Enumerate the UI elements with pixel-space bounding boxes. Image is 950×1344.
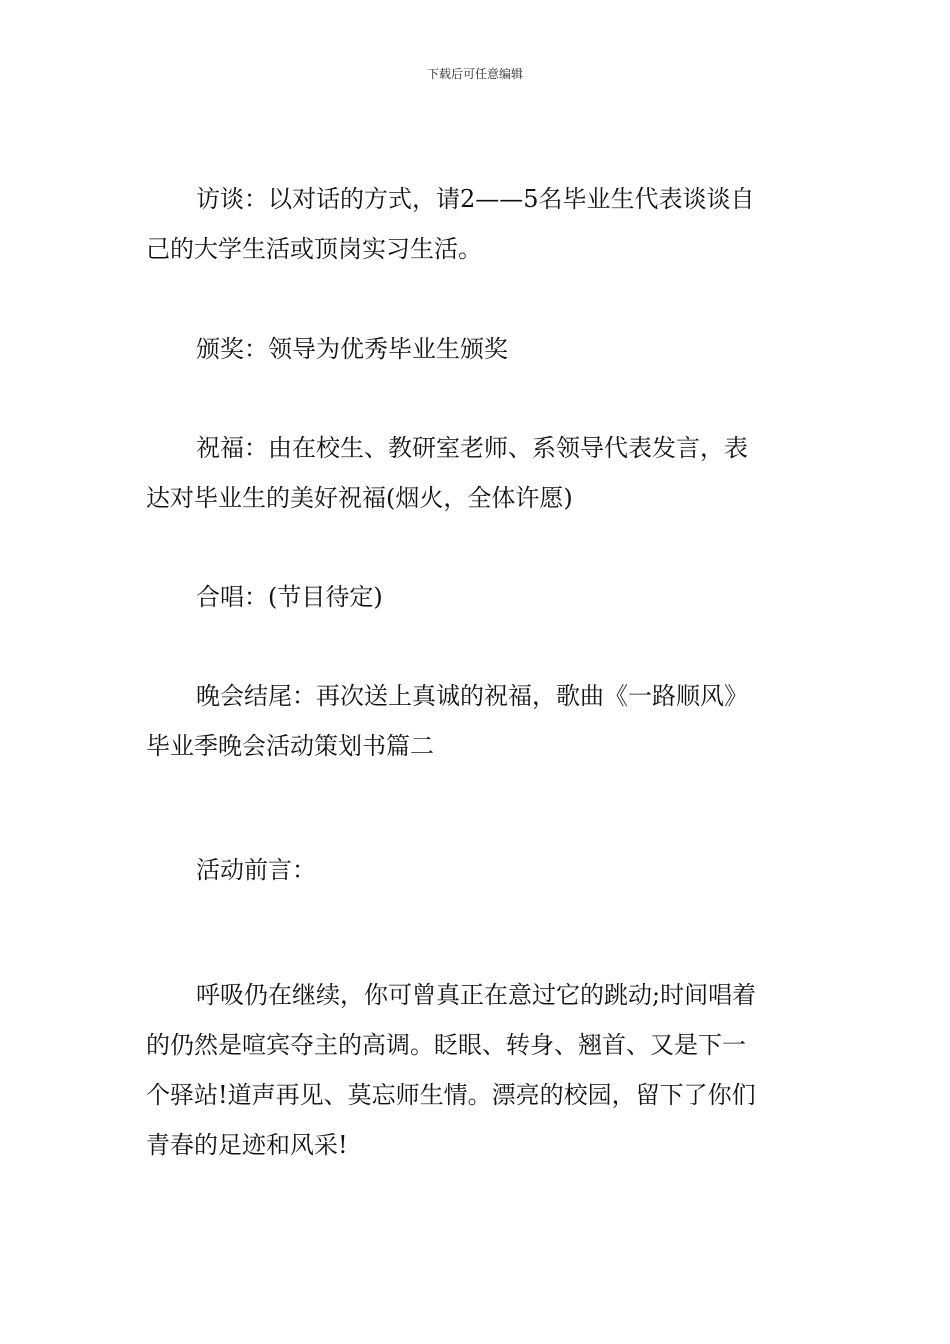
paragraph-ending: 晚会结尾：再次送上真诚的祝福，歌曲《一路顺风》 xyxy=(196,682,748,710)
paragraph-interview-line-2: 己的大学生活或顶岗实习生活。 xyxy=(146,235,482,263)
paragraph-chorus: 合唱：(节目待定) xyxy=(196,583,383,611)
paragraph-interview-line-1: 访谈：以对话的方式，请2——5名毕业生代表谈谈自 xyxy=(196,185,755,213)
preface-line-1: 呼吸仍在继续，你可曾真正在意过它的跳动;时间唱着 xyxy=(196,981,757,1009)
preface-line-2: 的仍然是喧宾夺主的高调。眨眼、转身、翘首、又是下一 xyxy=(146,1031,746,1059)
preface-line-4: 青春的足迹和风采! xyxy=(146,1131,348,1159)
page-header: 下载后可任意编辑 xyxy=(426,67,523,81)
preface-label: 活动前言： xyxy=(196,856,316,884)
paragraph-blessing-line-1: 祝福：由在校生、教研室老师、系领导代表发言，表 xyxy=(196,434,748,462)
preface-line-3: 个驿站!道声再见、莫忘师生情。漂亮的校园，留下了你们 xyxy=(146,1081,756,1109)
paragraph-blessing-line-2: 达对毕业生的美好祝福(烟火，全体许愿) xyxy=(146,484,573,512)
section-heading: 毕业季晚会活动策划书篇二 xyxy=(146,732,434,760)
paragraph-award: 颁奖：领导为优秀毕业生颁奖 xyxy=(196,335,508,363)
